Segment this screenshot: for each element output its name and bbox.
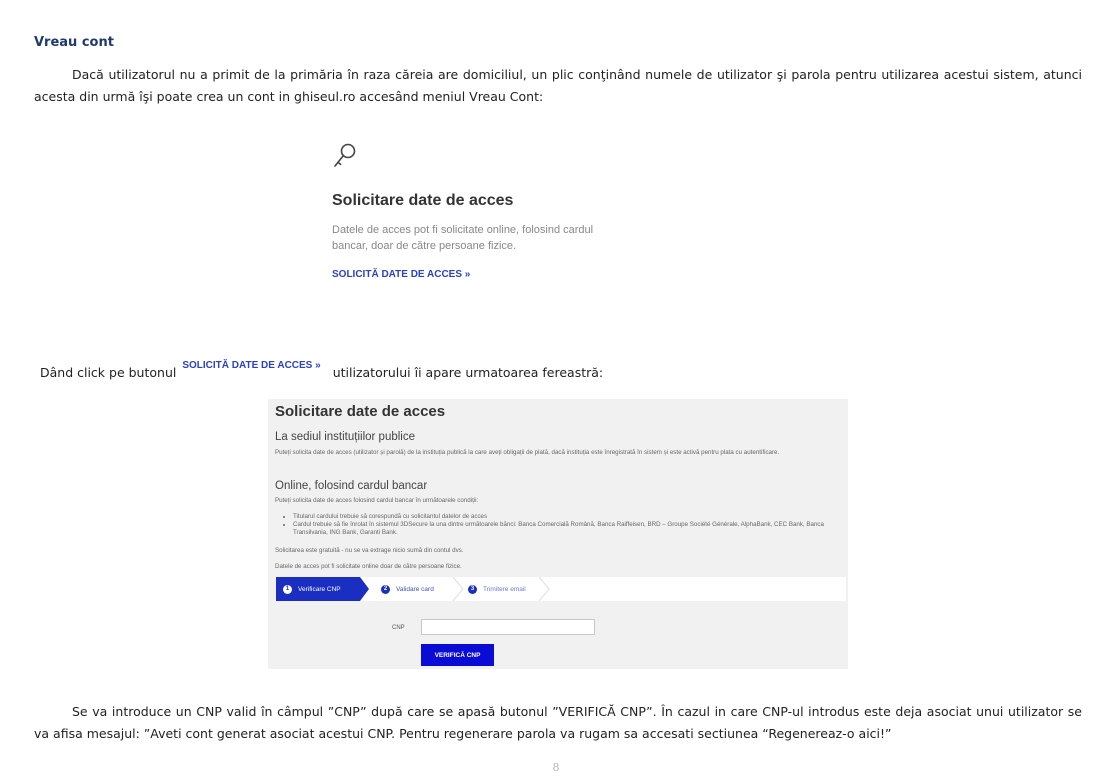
- wizard-steps: [276, 577, 846, 601]
- free-note: Solicitarea este gratuită - nu se va extrage nicio sumă din contul dvs.: [275, 547, 464, 554]
- page-number: 8: [552, 761, 560, 774]
- verify-cnp-button[interactable]: VERIFICĂ CNP: [421, 644, 494, 666]
- intro-text: Dacă utilizatorul nu a primit de la primăria în raza căreia are domiciliul, un plic conţinând numele de utilizator şi parola pentru utilizarea acestui sistem, atunci acesta din urmă îşi poate crea un cont in ghiseul.ro accesând meniul Vreau Cont:: [34, 67, 1082, 104]
- conditions-list: [275, 513, 859, 537]
- cnp-instructions-paragraph: [34, 701, 1082, 745]
- step-separator-icon: [452, 577, 464, 601]
- step-arrow-icon: [360, 577, 369, 601]
- condition-item: • Cardul trebuie să fie înrolat în sistemul 3DSecure la una dintre următoarele bănci: Banca Comercială Română, Banca Raiffeisen, BRD – Groupe Société Générale, AlphaBank, CEC Bank, Banca Transilvania, ING Bank, Garanti Bank.: [293, 521, 859, 537]
- step-number: 3: [468, 585, 477, 594]
- cnp-label: CNP: [392, 625, 405, 631]
- cnp-input[interactable]: [421, 619, 595, 635]
- key-icon: [332, 142, 358, 176]
- cnp-instructions-text: Se va introduce un CNP valid în câmpul ”CNP” după care se apasă butonul ”VERIFICĂ CNP”. În cazul in care CNP-ul introdus este deja asociat unui utilizator se va afisa mesajul: ”Aveti cont generat asociat acestui CNP. Pentru regenerare parola va rugam sa accesati sectiunea “Regenereaz-o aici!”: [34, 704, 1082, 741]
- click-text-after: utilizatorului îi apare urmatoarea fereastră:: [332, 365, 604, 380]
- window-title: Solicitare date de acces: [275, 403, 446, 420]
- inline-request-access-button: SOLICITĂ DATE DE ACCES »: [182, 360, 321, 371]
- step-number: 1: [283, 585, 292, 594]
- section-institutions-title: La sediul instituțiilor publice: [275, 431, 415, 443]
- step-label: Trimitere email: [483, 585, 526, 593]
- condition-item: • Titularul cardului trebuie să corespundă cu solicitantul datelor de acces: [293, 513, 859, 521]
- section-online-title: Online, folosind cardul bancar: [275, 480, 428, 492]
- card-description: Datele de acces pot fi solicitate online, folosind cardul bancar, doar de către persoane fizice.: [332, 224, 594, 252]
- individuals-note: Datele de acces pot fi solicitate online doar de către persoane fizice.: [275, 563, 462, 570]
- request-access-link[interactable]: SOLICITĂ DATE DE ACCES »: [332, 269, 471, 280]
- step-label: Verificare CNP: [298, 585, 341, 593]
- card-title: Solicitare date de acces: [332, 192, 514, 209]
- step-label: Validare card: [396, 585, 434, 593]
- click-text-before: Dând click pe butonul: [40, 365, 177, 380]
- step-verify-cnp: [276, 577, 360, 601]
- intro-paragraph: [34, 64, 1082, 108]
- section-institutions-text: Puteți solicita date de acces (utilizator și parolă) de la instituția publică la care aveți obligații de plată, dacă instituția este înregistrată în sistem și este activă pentru plata cu autentificare.: [275, 449, 780, 456]
- step-separator-icon: [538, 577, 550, 601]
- click-paragraph: [40, 362, 603, 384]
- access-request-window: [268, 399, 848, 669]
- section-online-text: Puteți solicita date de acces folosind cardul bancar în următoarele condiții:: [275, 497, 479, 504]
- step-validate-card: [381, 577, 434, 601]
- step-send-email: [468, 577, 526, 601]
- step-number: 2: [381, 585, 390, 594]
- section-heading: Vreau cont: [34, 35, 114, 50]
